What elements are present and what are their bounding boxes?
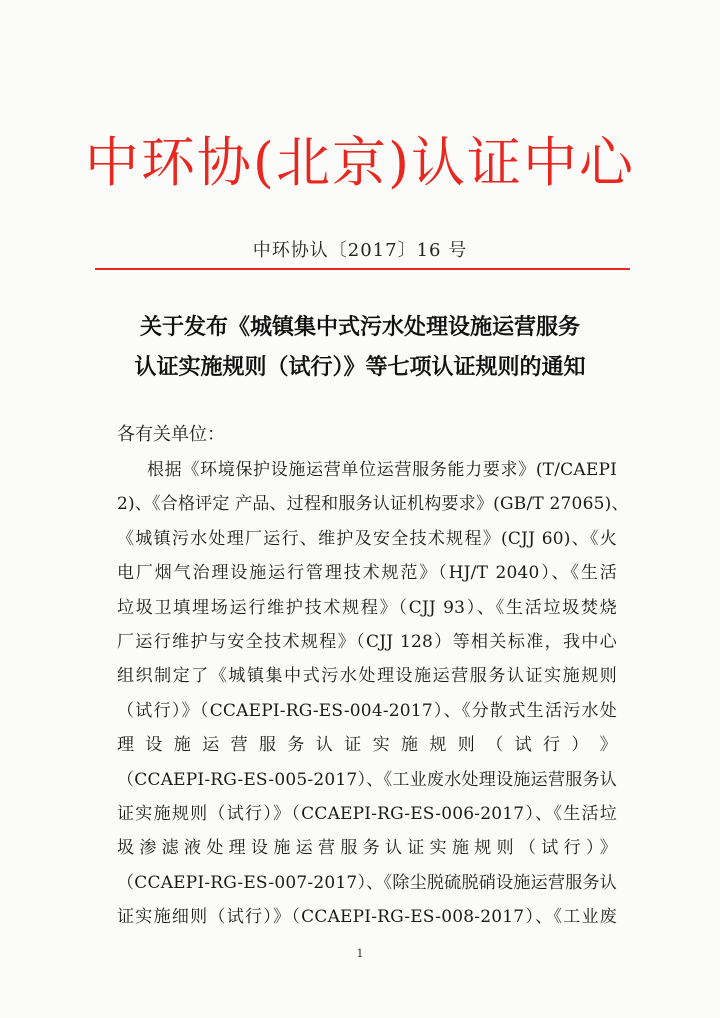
body-line: 证实施规则（试行）》（CCAEPI-RG-ES-006-2017）、《生活垃	[117, 803, 617, 824]
body-line: （CCAEPI-RG-ES-007-2017）、《除尘脱硫脱硝设施运营服务认	[117, 872, 617, 893]
notice-title	[0, 308, 720, 388]
body-line: （CCAEPI-RG-ES-005-2017）、《工业废水处理设施运营服务认	[117, 769, 617, 790]
page-number: 1	[356, 947, 364, 960]
body-text	[117, 453, 629, 934]
body-line: 2)、《合格评定 产品、过程和服务认证机构要求》(GB/T 27065)、	[117, 494, 629, 515]
body-line: 厂运行维护与安全技术规程》（CJJ 128）等相关标准，我中心	[117, 631, 617, 652]
body-line: 电厂烟气治理设施运行管理技术规范》（HJ/T 2040）、《生活	[117, 563, 617, 584]
body-line: 《城镇污水处理厂运行、维护及安全技术规程》(CJJ 60)、《火	[117, 528, 617, 549]
body-line: 圾渗滤液处理设施运营服务认证实施规则（试行）》	[117, 838, 617, 859]
document-number: 中环协认〔2017〕16 号	[252, 240, 468, 261]
body-line: 证实施细则（试行）》（CCAEPI-RG-ES-008-2017）、《工业废	[117, 907, 617, 928]
notice-title-line-2: 认证实施规则（试行）》等七项认证规则的通知	[134, 355, 586, 380]
body-line: （试行）》（CCAEPI-RG-ES-004-2017）、《分散式生活污水处	[117, 700, 617, 721]
organization-header: 中环协(北京)认证中心	[84, 131, 636, 194]
body-line: 组织制定了《城镇集中式污水处理设施运营服务认证实施规则	[117, 666, 617, 687]
red-divider-line	[95, 268, 630, 270]
salutation: 各有关单位：	[117, 424, 225, 445]
notice-title-line-1: 关于发布《城镇集中式污水处理设施运营服务	[139, 315, 580, 340]
body-line: 垃圾卫填埋场运行维护技术规程》（CJJ 93）、《生活垃圾焚烧	[117, 597, 617, 618]
body-line: 根据《环境保护设施运营单位运营服务能力要求》(T/CAEPI	[147, 460, 617, 480]
body-line: 理 设 施 运 营 服 务 认 证 实 施 规 则 （ 试 行 ） 》	[117, 735, 617, 756]
